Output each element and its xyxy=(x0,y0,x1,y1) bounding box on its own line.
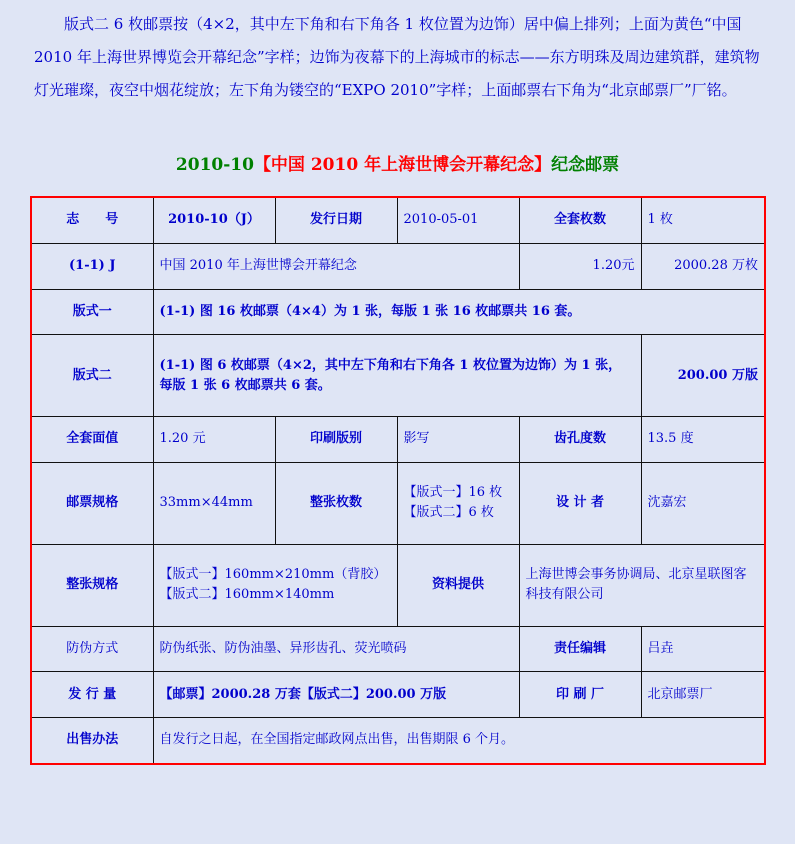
value-perforation: 13.5 度 xyxy=(641,417,765,463)
value-format-two-quantity: 200.00 万版 xyxy=(641,335,765,417)
value-sheet-count-two: 【版式二】6 枚 xyxy=(403,505,494,521)
label-designer: 设 计 者 xyxy=(519,462,641,544)
label-sheet-size: 整张规格 xyxy=(31,544,153,626)
label-perforation: 齿孔度数 xyxy=(519,417,641,463)
label-sale-method: 出售办法 xyxy=(31,717,153,764)
value-sale-method: 自发行之日起，在全国指定邮政网点出售，出售期限 6 个月。 xyxy=(153,717,765,764)
value-editor: 吕垚 xyxy=(641,626,765,672)
label-printer: 印 刷 厂 xyxy=(519,672,641,718)
value-format-two xyxy=(153,335,641,417)
value-sheet-size: 【版式一】160mm×210mm（背胶）【版式二】160mm×140mm xyxy=(153,544,397,626)
page-title xyxy=(0,150,795,175)
value-print-type: 影写 xyxy=(397,417,519,463)
table-row xyxy=(31,462,765,544)
label-circulation: 发 行 量 xyxy=(31,672,153,718)
value-printer: 北京邮票厂 xyxy=(641,672,765,718)
value-data-source: 上海世博会事务协调局、北京星联图客科技有限公司 xyxy=(519,544,765,626)
label-editor: 责任编辑 xyxy=(519,626,641,672)
value-circulation: 【邮票】2000.28 万套【版式二】200.00 万版 xyxy=(153,672,519,718)
value-serial: 2010-10（J） xyxy=(153,197,275,243)
value-sheet-count xyxy=(397,462,519,544)
label-format-one: 版式一 xyxy=(31,289,153,335)
table-row xyxy=(31,717,765,764)
label-stamp-size: 邮票规格 xyxy=(31,462,153,544)
label-format-two: 版式二 xyxy=(31,335,153,417)
table-row xyxy=(31,672,765,718)
title-prefix: 2010-10 xyxy=(175,155,254,175)
table-row xyxy=(31,544,765,626)
label-serial: 志 号 xyxy=(31,197,153,243)
table-row xyxy=(31,289,765,335)
value-stamp-size: 33mm×44mm xyxy=(153,462,275,544)
table-row xyxy=(31,417,765,463)
value-anti-counterfeit: 防伪纸张、防伪油墨、异形齿孔、荧光喷码 xyxy=(153,626,519,672)
table-row xyxy=(31,197,765,243)
value-designer: 沈嘉宏 xyxy=(641,462,765,544)
value-issue-date: 2010-05-01 xyxy=(397,197,519,243)
label-print-type: 印刷版别 xyxy=(275,417,397,463)
value-format-two-line2: 每版 1 张 6 枚邮票共 6 套。 xyxy=(159,377,331,393)
value-format-one: (1-1) 图 16 枚邮票（4×4）为 1 张，每版 1 张 16 枚邮票共 16 套。 xyxy=(153,289,765,335)
value-stamp-name: 中国 2010 年上海世博会开幕纪念 xyxy=(153,243,519,289)
label-anti-counterfeit: 防伪方式 xyxy=(31,626,153,672)
stamp-info-table xyxy=(30,196,766,765)
value-stamp-quantity: 2000.28 万枚 xyxy=(641,243,765,289)
label-face-value: 全套面值 xyxy=(31,417,153,463)
table-row xyxy=(31,626,765,672)
title-highlight: 【中国 2010 年上海世博会开幕纪念】 xyxy=(253,155,552,175)
table-row xyxy=(31,243,765,289)
label-set-count: 全套枚数 xyxy=(519,197,641,243)
value-sheet-count-one: 【版式一】16 枚 xyxy=(403,485,503,501)
intro-paragraph: 版式二 6 枚邮票按（4×2，其中左下角和右下角各 1 枚位置为边饰）居中偏上排列；上面为黄色“中国 2010 年上海世界博览会开幕纪念”字样；边饰为夜幕下的上海城市的标志——东方明珠及周边建筑群，建筑物灯光璀璨，夜空中烟花绽放；左下角为镂空的“EXPO 2010”字样；上面邮票右下角为“北京邮票厂”厂铭。 xyxy=(34,15,760,99)
label-stamp-id: (1-1) J xyxy=(31,243,153,289)
label-issue-date: 发行日期 xyxy=(275,197,397,243)
title-suffix: 纪念邮票 xyxy=(551,155,620,175)
value-format-two-line1: (1-1) 图 6 枚邮票（4×2，其中左下角和右下角各 1 枚位置为边饰）为 1 张， xyxy=(159,357,622,373)
value-stamp-price: 1.20元 xyxy=(519,243,641,289)
value-set-count: 1 枚 xyxy=(641,197,765,243)
label-sheet-count: 整张枚数 xyxy=(275,462,397,544)
label-data-source: 资料提供 xyxy=(397,544,519,626)
table-row xyxy=(31,335,765,417)
value-face-value: 1.20 元 xyxy=(153,417,275,463)
